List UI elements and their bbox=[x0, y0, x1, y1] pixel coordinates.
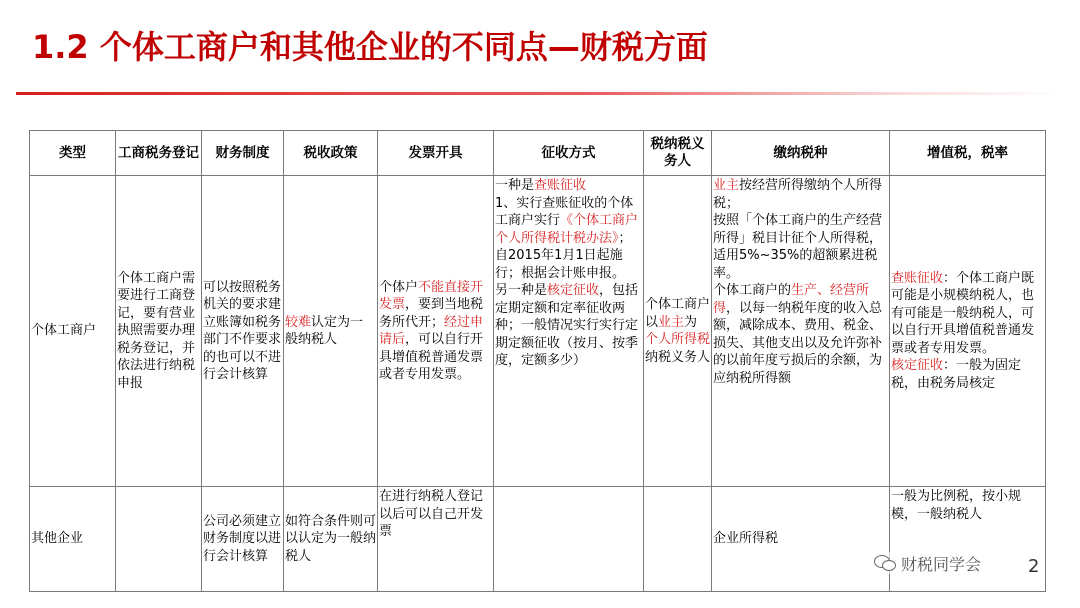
body-text: 按经营所得缴纳个人所得税； 按照「个体工商户的生产经营所得」税目计征个人所得税，适用5%~35%的超额累进税率。 个体工商户的 bbox=[713, 178, 883, 298]
cell-taxpayer bbox=[644, 487, 712, 592]
highlight-text: 生产、经营所得 bbox=[713, 283, 870, 316]
body-text: 个体工商户以 bbox=[645, 297, 711, 330]
watermark-text: 财税同学会 bbox=[901, 554, 982, 574]
title-divider bbox=[16, 92, 1064, 95]
body-text: 个体户 bbox=[379, 279, 419, 295]
header-vat: 增值税，税率 bbox=[890, 131, 1046, 176]
body-text: ：个体工商户既可能是小规模纳税人，也有可能是一般纳税人，可以自行开具增值税普通发票或者专用发票。 bbox=[891, 270, 1035, 356]
highlight-text: 业主 bbox=[713, 178, 740, 193]
body-text: ，要到当地税务所代开； bbox=[379, 297, 484, 330]
body-text: ：一般为固定税，由税务局核定 bbox=[891, 358, 1022, 391]
cell-collection bbox=[494, 176, 644, 487]
cell-registration: 个体工商户需要进行工商登记，要有营业执照需要办理税务登记，并依法进行纳税申报 bbox=[116, 176, 202, 487]
cell-finance: 可以按照税务机关的要求建立账簿如税务部门不作要求的也可以不进行会计核算 bbox=[202, 176, 284, 487]
body-text: ；自2015年1月1日起施行；根据会计账申报。 另一种是 bbox=[495, 230, 632, 298]
body-text: 认定为一般纳税人 bbox=[285, 314, 364, 348]
body-text: 企业所得税 bbox=[713, 531, 779, 547]
body-text: ，包括定期定额和定率征收两种；一般情况实行实行定期定额征收（按月、按季度，定额多少） bbox=[495, 283, 639, 368]
cell-vat bbox=[890, 487, 1046, 592]
cell-taxpayer bbox=[644, 176, 712, 487]
cell-tax-types bbox=[712, 487, 890, 592]
highlight-text: 不能直接开发票 bbox=[379, 279, 484, 313]
cell-registration bbox=[116, 487, 202, 592]
highlight-text: 个人所得税 bbox=[645, 332, 711, 348]
highlight-text: 较难 bbox=[285, 314, 312, 330]
cell-invoice bbox=[378, 487, 494, 592]
body-text: 一种是 bbox=[495, 178, 535, 193]
watermark bbox=[874, 552, 981, 574]
table-row bbox=[30, 487, 1046, 592]
header-type: 类型 bbox=[30, 131, 116, 176]
body-text: 一般为比例税，按小规模，一般纳税人 bbox=[891, 489, 1022, 522]
body-text: 在进行纳税人登记以后可以自己开发票 bbox=[379, 489, 484, 540]
table-row bbox=[30, 176, 1046, 487]
header-finance: 财务制度 bbox=[202, 131, 284, 176]
header-taxpayer: 税纳税义务人 bbox=[644, 131, 712, 176]
page-number: 2 bbox=[1028, 556, 1040, 577]
highlight-text: 查账征收 bbox=[891, 270, 944, 286]
header-registration: 工商税务登记 bbox=[116, 131, 202, 176]
body-text: 纳税义务人 bbox=[645, 349, 711, 365]
body-text: 1、实行查账征收的个体工商户实行 bbox=[495, 195, 634, 228]
highlight-text: 业主 bbox=[658, 314, 685, 330]
highlight-text: 《个体工商户个人所得税计税办法》 bbox=[495, 213, 639, 246]
highlight-text: 核定征收 bbox=[891, 358, 944, 374]
body-text: 为 bbox=[684, 314, 698, 330]
highlight-text: 查账征收 bbox=[534, 178, 587, 193]
header-policy: 税收政策 bbox=[284, 131, 378, 176]
cell-collection bbox=[494, 487, 644, 592]
body-text: 如符合条件则可以认定为一般纳税人 bbox=[285, 513, 377, 564]
cell-tax-types bbox=[712, 176, 890, 487]
comparison-table bbox=[29, 130, 1046, 592]
cell-policy bbox=[284, 176, 378, 487]
cell-type: 其他企业 bbox=[30, 487, 116, 592]
cell-vat bbox=[890, 176, 1046, 487]
highlight-text: 核定征收 bbox=[547, 283, 600, 298]
wechat-icon bbox=[874, 554, 896, 572]
cell-invoice bbox=[378, 176, 494, 487]
header-collection: 征收方式 bbox=[494, 131, 644, 176]
header-tax-types: 缴纳税种 bbox=[712, 131, 890, 176]
body-text: ，以每一纳税年度的收入总额，减除成本、费用、税金、损失、其他支出以及允许弥补的以前年度亏损后的余额，为应纳税所得额 bbox=[713, 300, 883, 386]
body-text: ，可以自行开具增值税普通发票或者专用发票。 bbox=[379, 332, 484, 383]
slide-title: 1.2 个体工商户和其他企业的不同点—财税方面 bbox=[32, 28, 708, 66]
table-header-row bbox=[30, 131, 1046, 176]
header-invoice: 发票开具 bbox=[378, 131, 494, 176]
cell-finance: 公司必须建立财务制度以进行会计核算 bbox=[202, 487, 284, 592]
cell-type: 个体工商户 bbox=[30, 176, 116, 487]
highlight-text: 经过申请后 bbox=[379, 314, 484, 348]
cell-policy bbox=[284, 487, 378, 592]
